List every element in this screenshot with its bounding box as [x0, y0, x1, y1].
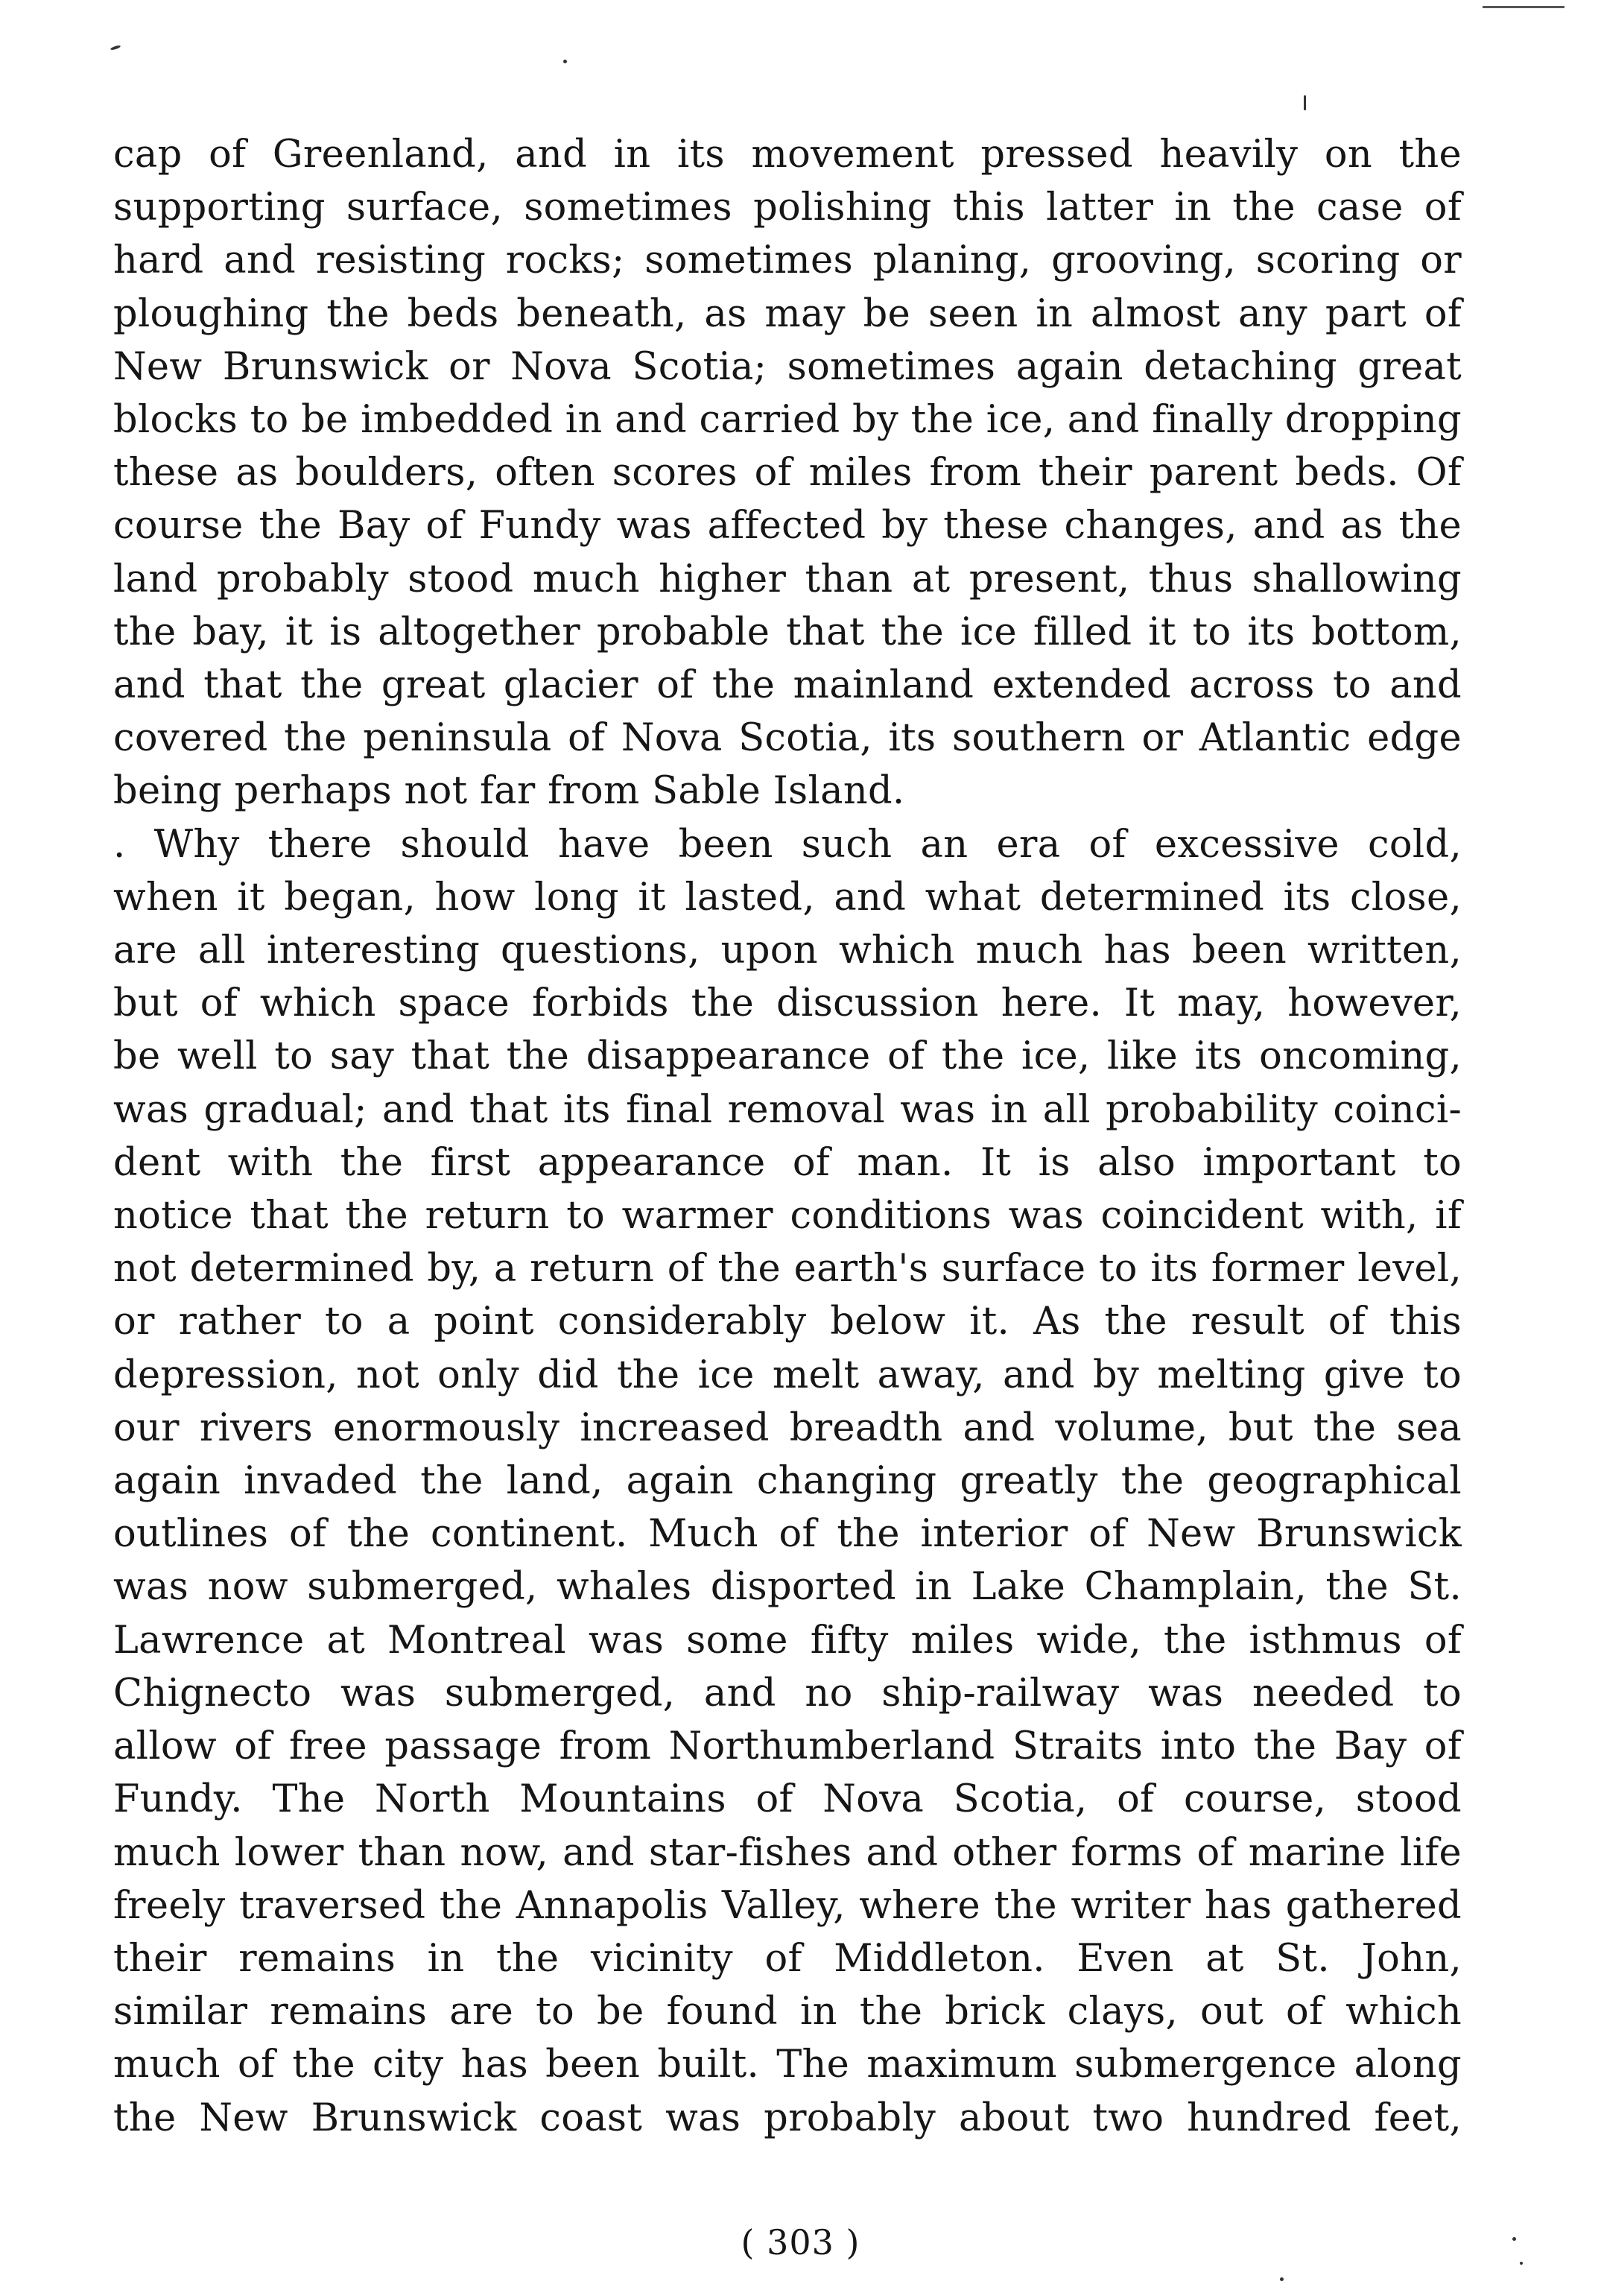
- text-line: land probably stood much higher than at present, thus shallowing: [113, 557, 1462, 601]
- text-line: freely traversed the Annapolis Valley, where the writer has gathered: [113, 1883, 1462, 1928]
- text-line: course the Bay of Fundy was affected by these changes, and as the: [113, 504, 1462, 548]
- text-line: supporting surface, sometimes polishing this latter in the case of: [113, 186, 1462, 230]
- text-line: dent with the first appearance of man. It is also important to: [113, 1140, 1462, 1185]
- text-line: depression, not only did the ice melt away, and by melting give to: [113, 1353, 1462, 1397]
- text-line: the New Brunswick coast was probably about two hundred feet,: [113, 2096, 1462, 2140]
- text-line: the bay, it is altogether probable that the ice filled it to its bottom,: [113, 610, 1462, 654]
- text-line: much of the city has been built. The maximum submergence along: [113, 2043, 1462, 2087]
- page-number: ( 303 ): [741, 2222, 860, 2262]
- text-line: covered the peninsula of Nova Scotia, its southern or Atlantic edge: [113, 716, 1462, 761]
- text-line: be well to say that the disappearance of the ice, like its oncoming,: [113, 1034, 1462, 1079]
- text-line: was gradual; and that its final removal was in all probability coinci-: [113, 1087, 1462, 1132]
- text-line: ploughing the beds beneath, as may be seen in almost any part of: [113, 291, 1462, 336]
- text-line: or rather to a point considerably below it. As the result of this: [113, 1300, 1462, 1344]
- scan-speck: [1304, 95, 1306, 110]
- text-line: . Why there should have been such an era of excessive cold,: [113, 822, 1462, 867]
- text-line: blocks to be imbedded in and carried by the ice, and finally dropping: [113, 398, 1462, 443]
- scan-speck: [110, 45, 121, 51]
- text-line: much lower than now, and star-fishes and other forms of marine life: [113, 1830, 1462, 1875]
- text-line: New Brunswick or Nova Scotia; sometimes again detaching great: [113, 344, 1462, 389]
- text-line: these as boulders, often scores of miles from their parent beds. Of: [113, 451, 1462, 496]
- text-line: Fundy. The North Mountains of Nova Scotia, of course, stood: [113, 1777, 1462, 1822]
- top-edge-rule: [1483, 6, 1564, 8]
- text-line: but of which space forbids the discussion here. It may, however,: [113, 981, 1462, 1026]
- text-line: again invaded the land, again changing greatly the geographical: [113, 1459, 1462, 1504]
- text-line: allow of free passage from Northumberland Straits into the Bay of: [113, 1724, 1462, 1769]
- text-line: our rivers enormously increased breadth and volume, but the sea: [113, 1405, 1462, 1450]
- text-line: notice that the return to warmer conditions was coincident with, if: [113, 1194, 1462, 1239]
- text-line: cap of Greenland, and in its movement pressed heavily on the: [113, 133, 1462, 177]
- text-line: outlines of the continent. Much of the interior of New Brunswick: [113, 1512, 1462, 1557]
- text-line: Lawrence at Montreal was some fifty miles wide, the isthmus of: [113, 1618, 1462, 1663]
- text-line: not determined by, a return of the earth's surface to its former level,: [113, 1247, 1462, 1291]
- text-line: their remains in the vicinity of Middleton. Even at St. John,: [113, 1936, 1462, 1981]
- text-line: and that the great glacier of the mainland extended across to and: [113, 663, 1462, 708]
- text-line: Chignecto was submerged, and no ship-railway was needed to: [113, 1671, 1462, 1715]
- text-line: are all interesting questions, upon which much has been written,: [113, 929, 1462, 973]
- text-line: similar remains are to be found in the brick clays, out of which: [113, 1990, 1462, 2034]
- text-line: being perhaps not far from Sable Island.: [113, 769, 905, 814]
- text-line: was now submerged, whales disported in Lake Champlain, the St.: [113, 1565, 1462, 1610]
- text-line: hard and resisting rocks; sometimes planing, grooving, scoring or: [113, 238, 1462, 283]
- body-text: [113, 128, 1462, 2145]
- scan-speck: [1280, 2277, 1284, 2281]
- text-line: when it began, how long it lasted, and what determined its close,: [113, 875, 1462, 920]
- scan-speck: [563, 60, 567, 63]
